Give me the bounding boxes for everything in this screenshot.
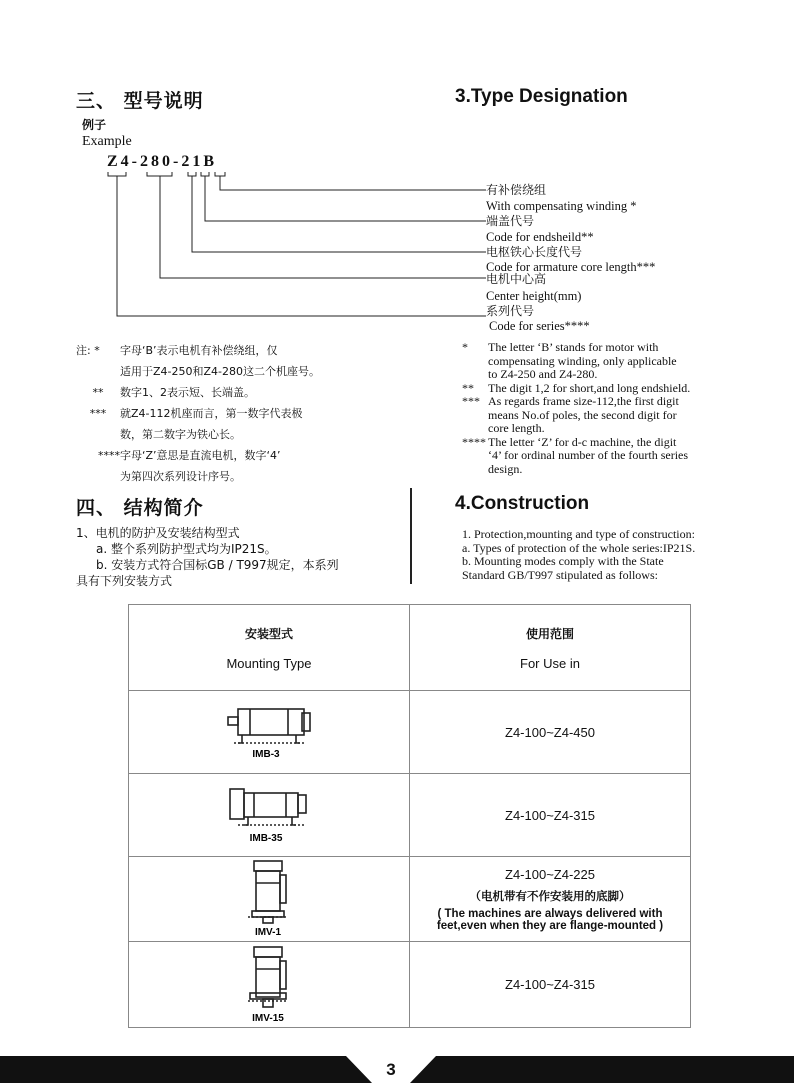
page-number: 3 [386,1060,396,1079]
label-imv15: IMV-15 [252,1012,284,1023]
note-cn-4: ****字母‘Z’意思是直流电机，数字‘4’ [98,449,281,462]
legend-3-en: Code for armature core length*** [486,260,656,274]
example-label-en: Example [82,134,132,149]
motor-imv1-drawing [234,857,304,937]
legend-1-cn: 有补偿绕组 [486,183,547,197]
legend-2-en: Code for endsheild** [486,230,594,244]
note-en-2: ** The digit 1,2 for short,and long endshield. [462,380,691,395]
table-header-row [129,605,691,691]
notes-cn: 注: * 字母‘B’表示电机有补偿绕组，仅 适用于Z4-250和Z4-280这二个机座号。 ** 数字1、2表示短、长端盖。 *** 就Z4-112机座而言，第一数字代表极 数，第二数字为铁心长。 ****字母‘Z’意思是直流电机，数字‘4’ 为第四次系列设计序号。 [76,340,320,487]
header-for-use-in: 使用范围 For Use in [410,605,691,691]
legend-4-cn: 电机中心高 [486,272,547,286]
note-cn-2: ** 数字1、2表示短、长端盖。 [92,386,255,399]
note-en-3: *** As regards frame size-112,the first digit [462,394,679,408]
section4-body-cn: 1、电机的防护及安装结构型式 a. 整个系列防护型式均为IP21S。 b. 安装方式符合国标GB / T997规定，本系列 具有下列安装方式 [76,526,339,588]
mounting-cell-imb3 [129,691,410,774]
legend-5-en: Code for series**** [489,319,590,333]
motor-imv15-drawing [234,943,304,1023]
section4-title-en: 4.Construction [455,493,590,514]
legend-5-cn: 系列代号 [486,304,535,318]
model-code: Z4-280-21B [107,153,217,170]
footer-left-band [0,1056,372,1083]
mounting-table [128,604,691,1028]
designation-leader-lines [0,0,794,340]
table-row [129,857,691,942]
note-cn-1: 注: * 字母‘B’表示电机有补偿绕组，仅 [76,344,278,357]
legend-3-cn: 电枢铁心长度代号 [486,245,583,259]
legend-1-en: With compensating winding * [486,199,637,213]
mounting-cell-imv15 [129,942,410,1028]
footer-right-band [410,1056,794,1083]
label-imb35: IMB-35 [249,833,283,843]
note-en-1: * The letter ‘B’ stands for motor with [462,340,659,354]
note-en-4: **** The letter ‘Z’ for d-c machine, the digit [462,434,677,449]
table-row [129,942,691,1028]
section4-body-en: 1. Protection,mounting and type of construction: a. Types of protection of the whole series:IP21S. b. Mounting modes comply with the State Standard GB/T997 stipulated as follows: [462,527,696,582]
column-divider [410,488,412,584]
use-cell-imb35: Z4-100~Z4-315 [410,774,691,857]
example-label-cn: 例子 [82,118,107,132]
header-mounting-type: 安装型式 Mounting Type [129,605,410,691]
motor-imb35-drawing [224,783,314,843]
legend-4-en: Center height(mm) [486,289,582,303]
label-imv1: IMV-1 [254,927,282,937]
mounting-cell-imb35 [129,774,410,857]
section3-title-cn: 三、 型号说明 [76,90,204,112]
notes-en: * The letter ‘B’ stands for motor with compensating winding, only applicable to Z4-250 and Z4-280. ** The digit 1,2 for short,and long endshield. *** As regards frame size-112,the first digit means No.of poles, the second digit for core length. **** The letter ‘Z’ for d-c machine, the digit ‘4’ for ordinal number of the fourth series design. [462,340,691,476]
section3-title-en: 3.Type Designation [455,86,628,107]
use-cell-imv15: Z4-100~Z4-315 [410,942,691,1028]
note-cn-3: *** 就Z4-112机座而言，第一数字代表极 [89,407,303,420]
table-row [129,774,691,857]
motor-imb3-drawing [224,701,314,759]
table-row [129,691,691,774]
use-cell-imv1: Z4-100~Z4-225 （电机带有不作安装用的底脚） ( The machines are always delivered with feet,even when they are flange-mounted ) [410,857,691,942]
footer-bar [0,1056,794,1083]
legend-2-cn: 端盖代号 [486,214,535,228]
section4-title-cn: 四、 结构简介 [76,497,204,519]
label-imb3: IMB-3 [252,749,280,759]
use-cell-imb3: Z4-100~Z4-450 [410,691,691,774]
mounting-cell-imv1 [129,857,410,942]
